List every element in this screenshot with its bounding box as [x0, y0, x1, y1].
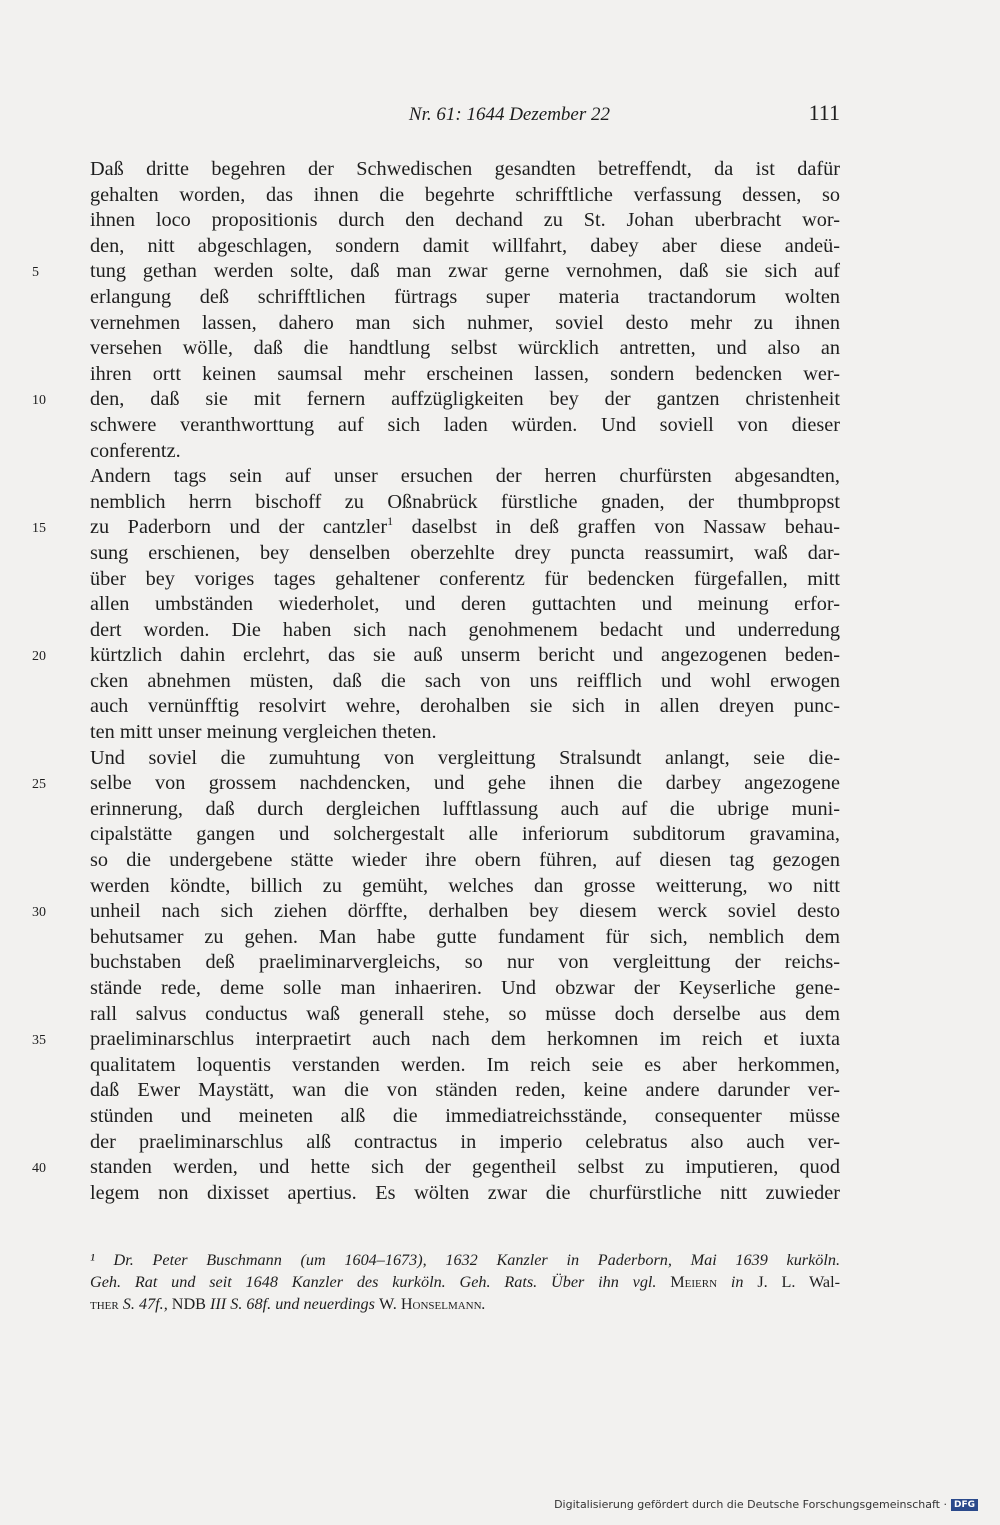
text-line [90, 183, 840, 209]
line-text: praeliminarschlus interpraetirt auch nach dem herkomnen im reich et iuxta [90, 1028, 840, 1051]
text-line [90, 720, 840, 746]
text-line [32, 514, 840, 541]
footnote-line: ¹ Dr. Peter Buschmann (um 1604–1673), 1632 Kanzler in Paderborn, Mai 1639 kurköln. [90, 1251, 840, 1269]
credit-text: Digitalisierung gefördert durch die Deutsche Forschungsgemeinschaft · [554, 1498, 947, 1511]
line-text: ihren ortt keinen saumsal mehr erscheinen lassen, sondern bedencken wer- [90, 362, 840, 385]
body-text [32, 157, 840, 1206]
line-number: 15 [32, 521, 46, 537]
text-line [32, 1027, 840, 1053]
line-text: so die undergebene stätte wieder ihre obern führen, auf diesen tag gezogen [90, 849, 840, 872]
text-line [32, 899, 840, 925]
line-text: tung gethan werden solte, daß man zwar gerne vernohmen, daß sie sich auf [90, 260, 840, 283]
text-line [90, 822, 840, 848]
line-text: daß Ewer Maystätt, wan die von ständen reden, keine andere darunder ver- [90, 1079, 840, 1102]
line-text: standen werden, und hette sich der gegentheil selbst zu imputieren, quod [90, 1156, 840, 1179]
digitization-credit [554, 1498, 978, 1511]
line-text: behutsamer zu gehen. Man habe gutte fundament für sich, nemblich dem [90, 925, 840, 948]
line-text: gehalten worden, das ihnen die begehrte schrifftliche verfassung dessen, so [90, 183, 840, 206]
line-number: 20 [32, 649, 46, 665]
text-line [90, 694, 840, 720]
dfg-logo: DFG [951, 1499, 978, 1511]
line-text: den, nitt abgeschlagen, sondern damit willfahrt, dabey aber diese andeü- [90, 234, 840, 257]
line-text: stünden und meineten alß die immediatreichsstände, consequenter müsse [90, 1104, 840, 1127]
text-line [90, 439, 840, 465]
line-number: 40 [32, 1161, 46, 1177]
text-line [90, 1078, 840, 1104]
line-text: nemblich herrn bischoff zu Oßnabrück fürstliche gnaden, der thumbpropst [90, 490, 840, 513]
line-text: cipalstätte gangen und solchergestalt alle inferiorum subditorum gravamina, [90, 823, 840, 846]
text-line [32, 1155, 840, 1181]
line-text: auch vernünfftig resolvirt wehre, derohalben sie sich in allen dreyen punc- [90, 695, 840, 718]
footnote-ref: 1 [387, 514, 394, 529]
text-line [90, 592, 840, 618]
text-line [90, 157, 840, 183]
text-line [90, 567, 840, 593]
line-text: rall salvus conductus waß generall stehe, so müsse doch derselbe aus dem [90, 1002, 840, 1025]
text-line [90, 669, 840, 695]
line-number: 35 [32, 1033, 46, 1049]
text-line [90, 976, 840, 1002]
line-text: dert worden. Die haben sich nach genohmenem bedacht und underredung [90, 618, 840, 641]
text-line [32, 643, 840, 669]
line-text: vernehmen lassen, dahero man sich nuhmer, soviel desto mehr zu ihnen [90, 311, 840, 334]
text-line [90, 874, 840, 900]
line-text: conferentz. [90, 439, 181, 462]
footnotes [90, 1249, 840, 1315]
text-line [90, 234, 840, 260]
text-line [32, 387, 840, 413]
line-text: schwere veranthworttung auf sich laden würden. Und soviell von dieser [90, 413, 840, 436]
text-line [90, 336, 840, 362]
line-number: 25 [32, 777, 46, 793]
text-line [32, 771, 840, 797]
text-line [90, 311, 840, 337]
line-text: werden köndte, billich zu gemüht, welches dan grosse weitterung, wo nitt [90, 874, 840, 897]
line-text: buchstaben deß praeliminarvergleichs, so nur von vergleittung der reichs- [90, 951, 840, 974]
line-text: sung erschienen, bey denselben oberzehlte drey puncta reassumirt, waß dar- [90, 541, 840, 564]
line-text: den, daß sie mit fernern auffzügligkeiten bey der gantzen christenheit [90, 388, 840, 411]
text-line [90, 1002, 840, 1028]
line-text: über bey voriges tages gehaltener conferentz für bedencken fürgefallen, mitt [90, 567, 840, 590]
running-head [90, 100, 840, 132]
text-line [32, 259, 840, 285]
line-text: Andern tags sein auf unser ersuchen der herren churfürsten abgesandten, [90, 465, 840, 488]
line-text: legem non dixisset apertius. Es wölten zwar die churfürstliche nitt zuwieder [90, 1181, 840, 1204]
text-line [90, 1130, 840, 1156]
running-title: Nr. 61: 1644 Dezember 22 [408, 104, 610, 125]
text-line [90, 285, 840, 311]
text-line [90, 618, 840, 644]
text-line [90, 950, 840, 976]
line-text-rest: daselbst in deß graffen von Nassaw behau- [393, 516, 840, 539]
line-text: cken abnehmen müsten, daß die sach von uns reifflich und wohl erwogen [90, 669, 840, 692]
text-line [90, 746, 840, 772]
text-line [90, 1181, 840, 1207]
line-text: zu Paderborn und der cantzler [90, 516, 388, 539]
line-text: Daß dritte begehren der Schwedischen gesandten betreffendt, da ist dafür [90, 158, 840, 180]
text-line [90, 490, 840, 516]
text-line [90, 464, 840, 490]
text-line [90, 541, 840, 567]
line-text: versehen wölle, daß die handtlung selbst würcklich antretten, und also an [90, 337, 840, 360]
line-number: 5 [32, 265, 39, 281]
text-line [90, 925, 840, 951]
line-text: ten mitt unser meinung vergleichen theten. [90, 721, 437, 744]
line-text: unheil nach sich ziehen dörffte, derhalben bey diesem werck soviel desto [90, 900, 840, 923]
text-line [90, 1104, 840, 1130]
line-text: stände rede, deme solle man inhaeriren. Und obzwar der Keyserliche gene- [90, 977, 840, 999]
line-number: 10 [32, 393, 46, 409]
text-line [90, 1053, 840, 1079]
line-number: 30 [32, 905, 46, 921]
line-text: selbe von grossem nachdencken, und gehe ihnen die darbey angezogene [90, 772, 840, 795]
page-number: 111 [808, 100, 840, 125]
text-line [90, 797, 840, 823]
line-text: kürtzlich dahin erclehrt, das sie auß unserm bericht und angezogenen beden- [90, 644, 840, 667]
footnote-line: Geh. Rat und seit 1648 Kanzler des kurköln. Geh. Rats. Über ihn vgl. Meiern in J. L. Wal- [90, 1273, 841, 1291]
line-text: Und soviel die zumuhtung von vergleittung Stralsundt anlangt, seie die- [90, 746, 840, 769]
footnote-line: ther S. 47f., NDB III S. 68f. und neuerdings W. Honselmann. [90, 1295, 486, 1313]
line-text: der praeliminarschlus alß contractus in imperio celebratus also auch ver- [90, 1130, 840, 1153]
line-text: erinnerung, daß durch dergleichen lufftlassung auch auf die ubrige muni- [90, 797, 840, 820]
text-line [90, 362, 840, 388]
line-text: qualitatem loquentis verstanden werden. Im reich seie es aber herkommen, [90, 1053, 840, 1076]
text-line [90, 413, 840, 439]
line-text: allen umbständen wiederholet, und deren guttachten und meinung erfor- [90, 593, 840, 616]
text-line [90, 848, 840, 874]
text-line [90, 208, 840, 234]
line-text: erlangung deß schrifftlichen fürtrags super materia tractandorum wolten [90, 285, 840, 308]
line-text: ihnen loco propositionis durch den dechand zu St. Johan uberbracht wor- [90, 209, 840, 232]
